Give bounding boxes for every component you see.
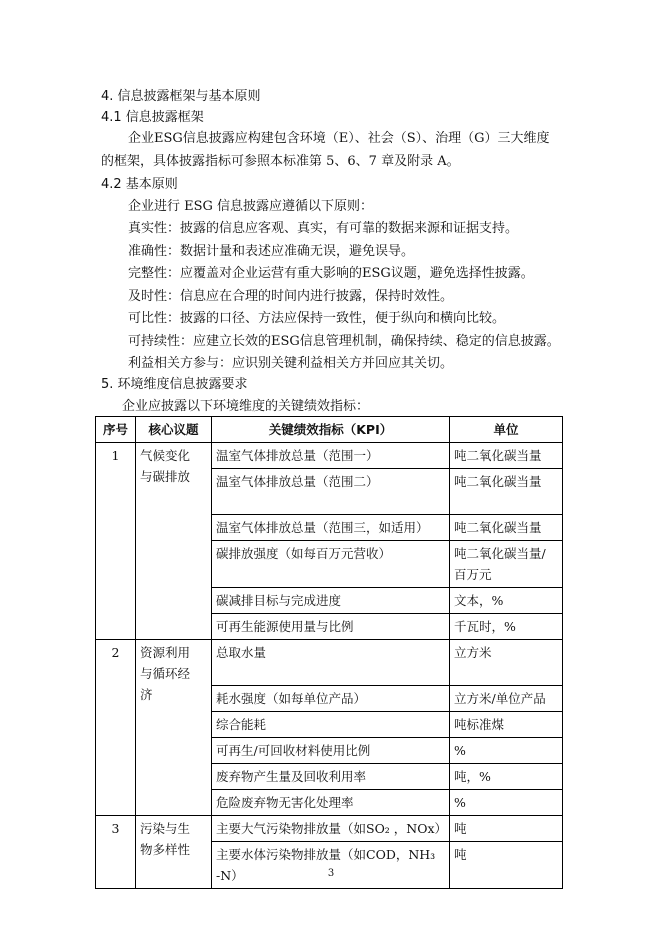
unit-cell: 吨二氧化碳当量: [450, 515, 563, 541]
unit-cell: 吨，%: [450, 764, 563, 790]
kpi-cell: 温室气体排放总量（范围二）: [212, 469, 450, 515]
unit-cell: %: [450, 790, 563, 816]
kpi-table: [95, 416, 563, 889]
col-header-topic: 核心议题: [136, 417, 212, 443]
unit-cell: 吨二氧化碳当量: [450, 469, 563, 515]
principle-item: 可持续性：应建立长效的ESG信息管理机制，确保持续、稳定的信息披露。: [128, 334, 560, 349]
heading-section-5: 5. 环境维度信息披露要求: [101, 377, 248, 392]
kpi-cell: 可再生能源使用量与比例: [212, 614, 450, 640]
group-topic: [136, 640, 212, 816]
kpi-cell: 碳排放强度（如每百万元营收）: [212, 541, 450, 588]
principle-item: 真实性：披露的信息应客观、真实，有可靠的数据来源和证据支持。: [128, 221, 519, 236]
unit-line: 吨二氧化碳当量/: [454, 546, 546, 561]
paragraph-line: 的框架，具体披露指标可参照本标准第 5、6、7 章及附录 A。: [101, 154, 460, 169]
kpi-cell: 主要大气污染物排放量（如SO₂ ，NOx）: [212, 816, 450, 842]
table-row: [96, 443, 563, 469]
heading-section-4: 4. 信息披露框架与基本原则: [101, 89, 261, 104]
topic-line: 污染与生: [140, 821, 191, 836]
kpi-cell: 耗水强度（如每单位产品）: [212, 686, 450, 712]
group-number: 3: [96, 816, 136, 889]
kpi-line: -N）: [216, 868, 244, 883]
kpi-cell: 温室气体排放总量（范围三，如适用）: [212, 515, 450, 541]
unit-cell: 吨: [450, 842, 563, 889]
unit-cell: %: [450, 738, 563, 764]
table-row: [96, 640, 563, 686]
unit-cell: 吨标准煤: [450, 712, 563, 738]
topic-line: 气候变化: [140, 448, 191, 463]
col-header-no: 序号: [96, 417, 136, 443]
group-number: 2: [96, 640, 136, 816]
unit-line: 百万元: [454, 567, 492, 582]
kpi-cell: 总取水量: [212, 640, 450, 686]
topic-line: 物多样性: [140, 842, 191, 857]
page-number: 3: [327, 868, 335, 879]
kpi-cell: 综合能耗: [212, 712, 450, 738]
topic-line: 济: [140, 687, 153, 702]
col-header-unit: 单位: [450, 417, 563, 443]
col-header-kpi: 关键绩效指标（KPI）: [212, 417, 450, 443]
topic-line: 与碳排放: [140, 469, 191, 484]
kpi-line: 主要水体污染物排放量（如COD，NH₃: [216, 847, 436, 862]
unit-cell: 立方米/单位产品: [450, 686, 563, 712]
paragraph-line: 企业应披露以下环境维度的关键绩效指标：: [122, 399, 370, 414]
group-number: 1: [96, 443, 136, 640]
principle-item: 完整性：应覆盖对企业运营有重大影响的ESG议题，避免选择性披露。: [128, 266, 534, 281]
principle-item: 可比性：披露的口径、方法应保持一致性，便于纵向和横向比较。: [128, 311, 506, 326]
kpi-cell: 废弃物产生量及回收利用率: [212, 764, 450, 790]
principle-item: 及时性：信息应在合理的时间内进行披露，保持时效性。: [128, 289, 454, 304]
principle-item: 利益相关方参与：应识别关键利益相关方并回应其关切。: [128, 356, 454, 371]
heading-section-4-2: 4.2 基本原则: [101, 177, 178, 192]
table-header-row: [96, 417, 563, 443]
group-topic: [136, 443, 212, 640]
principle-item: 准确性：数据计量和表述应准确无误，避免误导。: [128, 244, 415, 259]
kpi-cell: 温室气体排放总量（范围一）: [212, 443, 450, 469]
kpi-cell: 可再生/可回收材料使用比例: [212, 738, 450, 764]
kpi-cell: 碳减排目标与完成进度: [212, 588, 450, 614]
unit-cell: 吨二氧化碳当量: [450, 443, 563, 469]
kpi-cell: [212, 842, 450, 889]
unit-cell: 立方米: [450, 640, 563, 686]
topic-line: 与循环经: [140, 666, 191, 681]
kpi-cell: 危险废弃物无害化处理率: [212, 790, 450, 816]
unit-cell: 吨: [450, 816, 563, 842]
topic-line: 资源利用: [140, 645, 191, 660]
heading-section-4-1: 4.1 信息披露框架: [101, 110, 204, 125]
unit-cell: 文本，%: [450, 588, 563, 614]
table-row: [96, 816, 563, 842]
unit-cell: 千瓦时，%: [450, 614, 563, 640]
paragraph-line: 企业进行 ESG 信息披露应遵循以下原则：: [128, 199, 374, 214]
unit-cell: [450, 541, 563, 588]
paragraph-line: 企业ESG信息披露应构建包含环境（E）、社会（S）、治理（G）三大维度: [128, 131, 550, 146]
